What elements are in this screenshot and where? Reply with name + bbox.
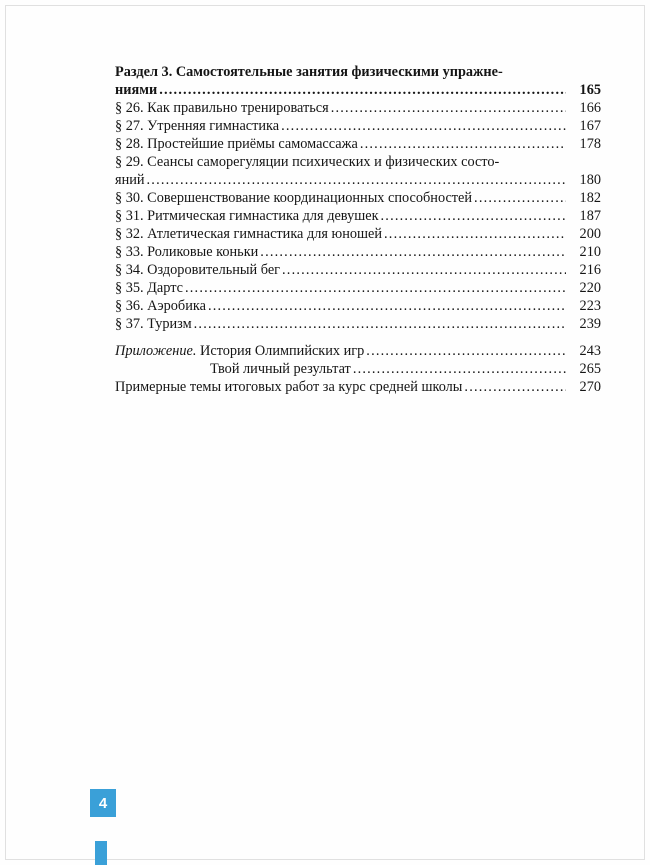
- toc-entry-label: § 32. Атлетическая гимнастика для юношей: [115, 226, 383, 242]
- toc-row: [115, 153, 601, 171]
- toc-entry-page: 216: [579, 262, 601, 278]
- toc-entry-page: 166: [579, 100, 601, 116]
- toc-entry-label: § 35. Дартс: [115, 280, 183, 296]
- dot-leader: [282, 261, 566, 279]
- toc-entry-label: § 27. Утренняя гимнастика: [115, 118, 280, 134]
- toc-entry-page: 167: [579, 118, 601, 134]
- toc-entry-label: яний: [115, 172, 145, 188]
- toc-entry-page: 220: [579, 280, 601, 296]
- toc-row: [115, 189, 601, 207]
- toc-row: [115, 315, 601, 333]
- toc-row: [115, 342, 601, 360]
- dot-leader: [331, 99, 566, 117]
- toc-entry-page: 270: [579, 379, 601, 395]
- toc-entry-italic-prefix: Приложение.: [115, 343, 197, 359]
- toc-row: [115, 225, 601, 243]
- toc-row: [115, 360, 601, 378]
- toc-row: [115, 63, 601, 81]
- toc-row: [115, 261, 601, 279]
- toc-entry-page: 223: [579, 298, 601, 314]
- dot-leader: [281, 117, 566, 135]
- toc-entry-page: 200: [579, 226, 601, 242]
- toc-entry-page: 182: [579, 190, 601, 206]
- toc-entry-label: § 33. Роликовые коньки: [115, 244, 259, 260]
- dot-leader: [360, 135, 566, 153]
- toc-entry-label: § 37. Туризм: [115, 316, 192, 332]
- dot-leader: [474, 189, 566, 207]
- page-number: 4: [98, 794, 108, 812]
- toc-entry-label: § 30. Совершенствование координационных способностей: [115, 190, 473, 206]
- toc-entry-label: § 36. Аэробика: [115, 298, 206, 314]
- toc-row: [115, 99, 601, 117]
- dot-leader: [260, 243, 566, 261]
- dot-leader: [366, 342, 566, 360]
- dot-leader: [194, 315, 566, 333]
- toc-entry-page: 265: [579, 361, 601, 377]
- toc-row: [115, 243, 601, 261]
- dot-leader: [353, 360, 566, 378]
- toc-row: [115, 117, 601, 135]
- toc-entry-page: 165: [579, 82, 601, 98]
- toc-row: [115, 135, 601, 153]
- page-number-box: [90, 789, 116, 817]
- toc-entry-label: Твой личный результат: [210, 361, 351, 377]
- bottom-blue-bar: [95, 841, 107, 865]
- toc-entry-label: Приложение. История Олимпийских игр: [115, 343, 365, 359]
- toc-entry-label: § 26. Как правильно тренироваться: [115, 100, 329, 116]
- toc-entry-page: 178: [579, 136, 601, 152]
- toc-row: [115, 378, 601, 396]
- toc-entry-page: 187: [579, 208, 601, 224]
- toc-row: [115, 279, 601, 297]
- toc-entry-label: § 34. Оздоровительный бег: [115, 262, 281, 278]
- toc-entry-label: § 29. Сеансы саморегуляции психических и физических состо-: [115, 154, 500, 170]
- dot-leader: [381, 207, 566, 225]
- dot-leader: [159, 81, 566, 99]
- toc-entry-page: 180: [579, 172, 601, 188]
- toc-row: [115, 297, 601, 315]
- dot-leader: [185, 279, 566, 297]
- dot-leader: [147, 171, 566, 189]
- toc-entry-label: Примерные темы итоговых работ за курс средней школы: [115, 379, 463, 395]
- toc-entry-label: § 28. Простейшие приёмы самомассажа: [115, 136, 358, 152]
- toc-entry-page: 243: [579, 343, 601, 359]
- toc-row: [115, 81, 601, 99]
- dot-leader: [384, 225, 566, 243]
- toc: [115, 63, 601, 396]
- toc-entry-label: ниями: [115, 82, 158, 98]
- toc-entry-page: 210: [579, 244, 601, 260]
- toc-row: [115, 207, 601, 225]
- toc-entry-label: § 31. Ритмическая гимнастика для девушек: [115, 208, 379, 224]
- toc-entry-label: Раздел 3. Самостоятельные занятия физическими упражне-: [115, 64, 503, 80]
- toc-entry-page: 239: [579, 316, 601, 332]
- dot-leader: [464, 378, 566, 396]
- dot-leader: [208, 297, 566, 315]
- toc-row: [115, 171, 601, 189]
